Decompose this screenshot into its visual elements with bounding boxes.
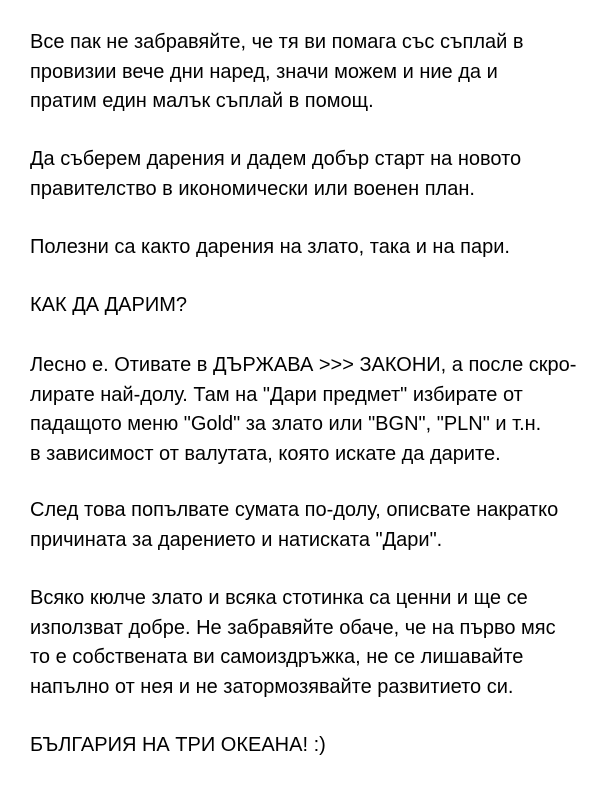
closing-slogan bbox=[30, 731, 326, 761]
text-line: то е собствената ви самоиздръжка, не се лишавайте bbox=[30, 646, 524, 668]
paragraph-instructions bbox=[30, 351, 576, 469]
text-line: лирате най-долу. Там на "Дари предмет" избирате от bbox=[30, 383, 523, 406]
heading-how-to-donate bbox=[30, 291, 187, 321]
text-line: напълно от нея и не затормозявайте развитието си. bbox=[30, 675, 514, 698]
text-line: провизии вече дни наред, значи можем и ние да и bbox=[30, 60, 498, 83]
text-line: падащото меню "Gold" за злато или "BGN", "PLN" и т.н. bbox=[30, 413, 542, 435]
section-heading: КАК ДА ДАРИМ? bbox=[30, 294, 188, 316]
paragraph-every-coin-counts bbox=[30, 584, 556, 702]
text-line: Лесно е. Отивате в ДЪРЖАВА >>> ЗАКОНИ, а после скро- bbox=[30, 354, 577, 376]
text-line: правителство в икономически или военен план. bbox=[30, 177, 475, 200]
text-line: пратим един малък съплай в помощ. bbox=[30, 90, 374, 112]
text-line: След това попълвате сумата по-долу, описвате накратко bbox=[30, 499, 559, 521]
paragraph-gold-and-money bbox=[30, 233, 510, 263]
text-line: Все пак не забравяйте, че тя ви помага със съплай в bbox=[30, 31, 524, 53]
text-line: Полезни са както дарения на злато, така и на пари. bbox=[30, 236, 510, 258]
paragraph-fill-amount bbox=[30, 496, 558, 555]
text-line: Всяко кюлче злато и всяка стотинка са ценни и ще се bbox=[30, 587, 528, 609]
paragraph-supply-reminder bbox=[30, 28, 523, 117]
paragraph-donation-call bbox=[30, 145, 521, 204]
text-line: използват добре. Не забравяйте обаче, че на първо мяс bbox=[30, 616, 556, 639]
text-line: причината за дарението и натиската "Дари". bbox=[30, 528, 443, 551]
text-line: в зависимост от валутата, която искате да дарите. bbox=[30, 442, 501, 465]
text-line: Да съберем дарения и дадем добър старт на новото bbox=[30, 148, 522, 170]
slogan-line: БЪЛГАРИЯ НА ТРИ ОКЕАНА! :) bbox=[30, 734, 326, 756]
